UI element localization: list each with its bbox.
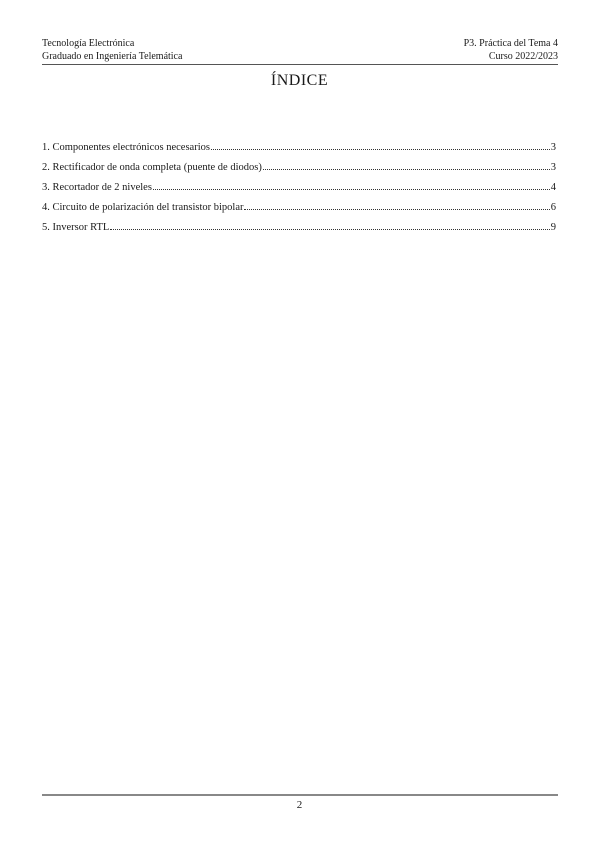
header-left bbox=[42, 37, 182, 63]
practice-title: P3. Práctica del Tema 4 bbox=[463, 38, 558, 49]
academic-year: Curso 2022/2023 bbox=[488, 51, 558, 62]
toc-dot-leader bbox=[263, 161, 550, 170]
toc-entry[interactable] bbox=[42, 161, 556, 174]
toc-entry-page: 4 bbox=[550, 182, 556, 193]
header-divider bbox=[42, 64, 558, 65]
toc-entry-label: 3. Recortador de 2 niveles bbox=[42, 182, 152, 193]
toc-entry-label: 1. Componentes electrónicos necesarios bbox=[42, 142, 210, 153]
toc-dot-leader bbox=[211, 141, 550, 150]
toc-entry-page: 3 bbox=[550, 142, 556, 153]
toc-dot-leader bbox=[153, 181, 550, 190]
toc-dot-leader bbox=[244, 201, 549, 210]
header-right bbox=[464, 37, 558, 63]
toc-entry-label: 2. Rectificador de onda completa (puente de diodos) bbox=[42, 162, 262, 173]
toc-entry[interactable] bbox=[42, 201, 556, 214]
toc-entry[interactable] bbox=[42, 141, 556, 154]
course-name: Tecnología Electrónica bbox=[42, 38, 135, 49]
toc-dot-leader bbox=[110, 221, 549, 230]
table-of-contents bbox=[42, 141, 556, 241]
toc-entry-page: 3 bbox=[550, 162, 556, 173]
page-number: 2 bbox=[296, 799, 303, 811]
toc-entry-label: 5. Inversor RTL bbox=[42, 222, 110, 233]
degree-name: Graduado en Ingeniería Telemática bbox=[42, 51, 183, 62]
toc-entry[interactable] bbox=[42, 221, 556, 234]
footer-divider bbox=[42, 794, 558, 796]
toc-entry[interactable] bbox=[42, 181, 556, 194]
page-title: ÍNDICE bbox=[270, 72, 329, 89]
toc-entry-page: 6 bbox=[550, 202, 556, 213]
toc-entry-page: 9 bbox=[550, 222, 556, 233]
toc-entry-label: 4. Circuito de polarización del transistor bipolar bbox=[42, 202, 244, 213]
